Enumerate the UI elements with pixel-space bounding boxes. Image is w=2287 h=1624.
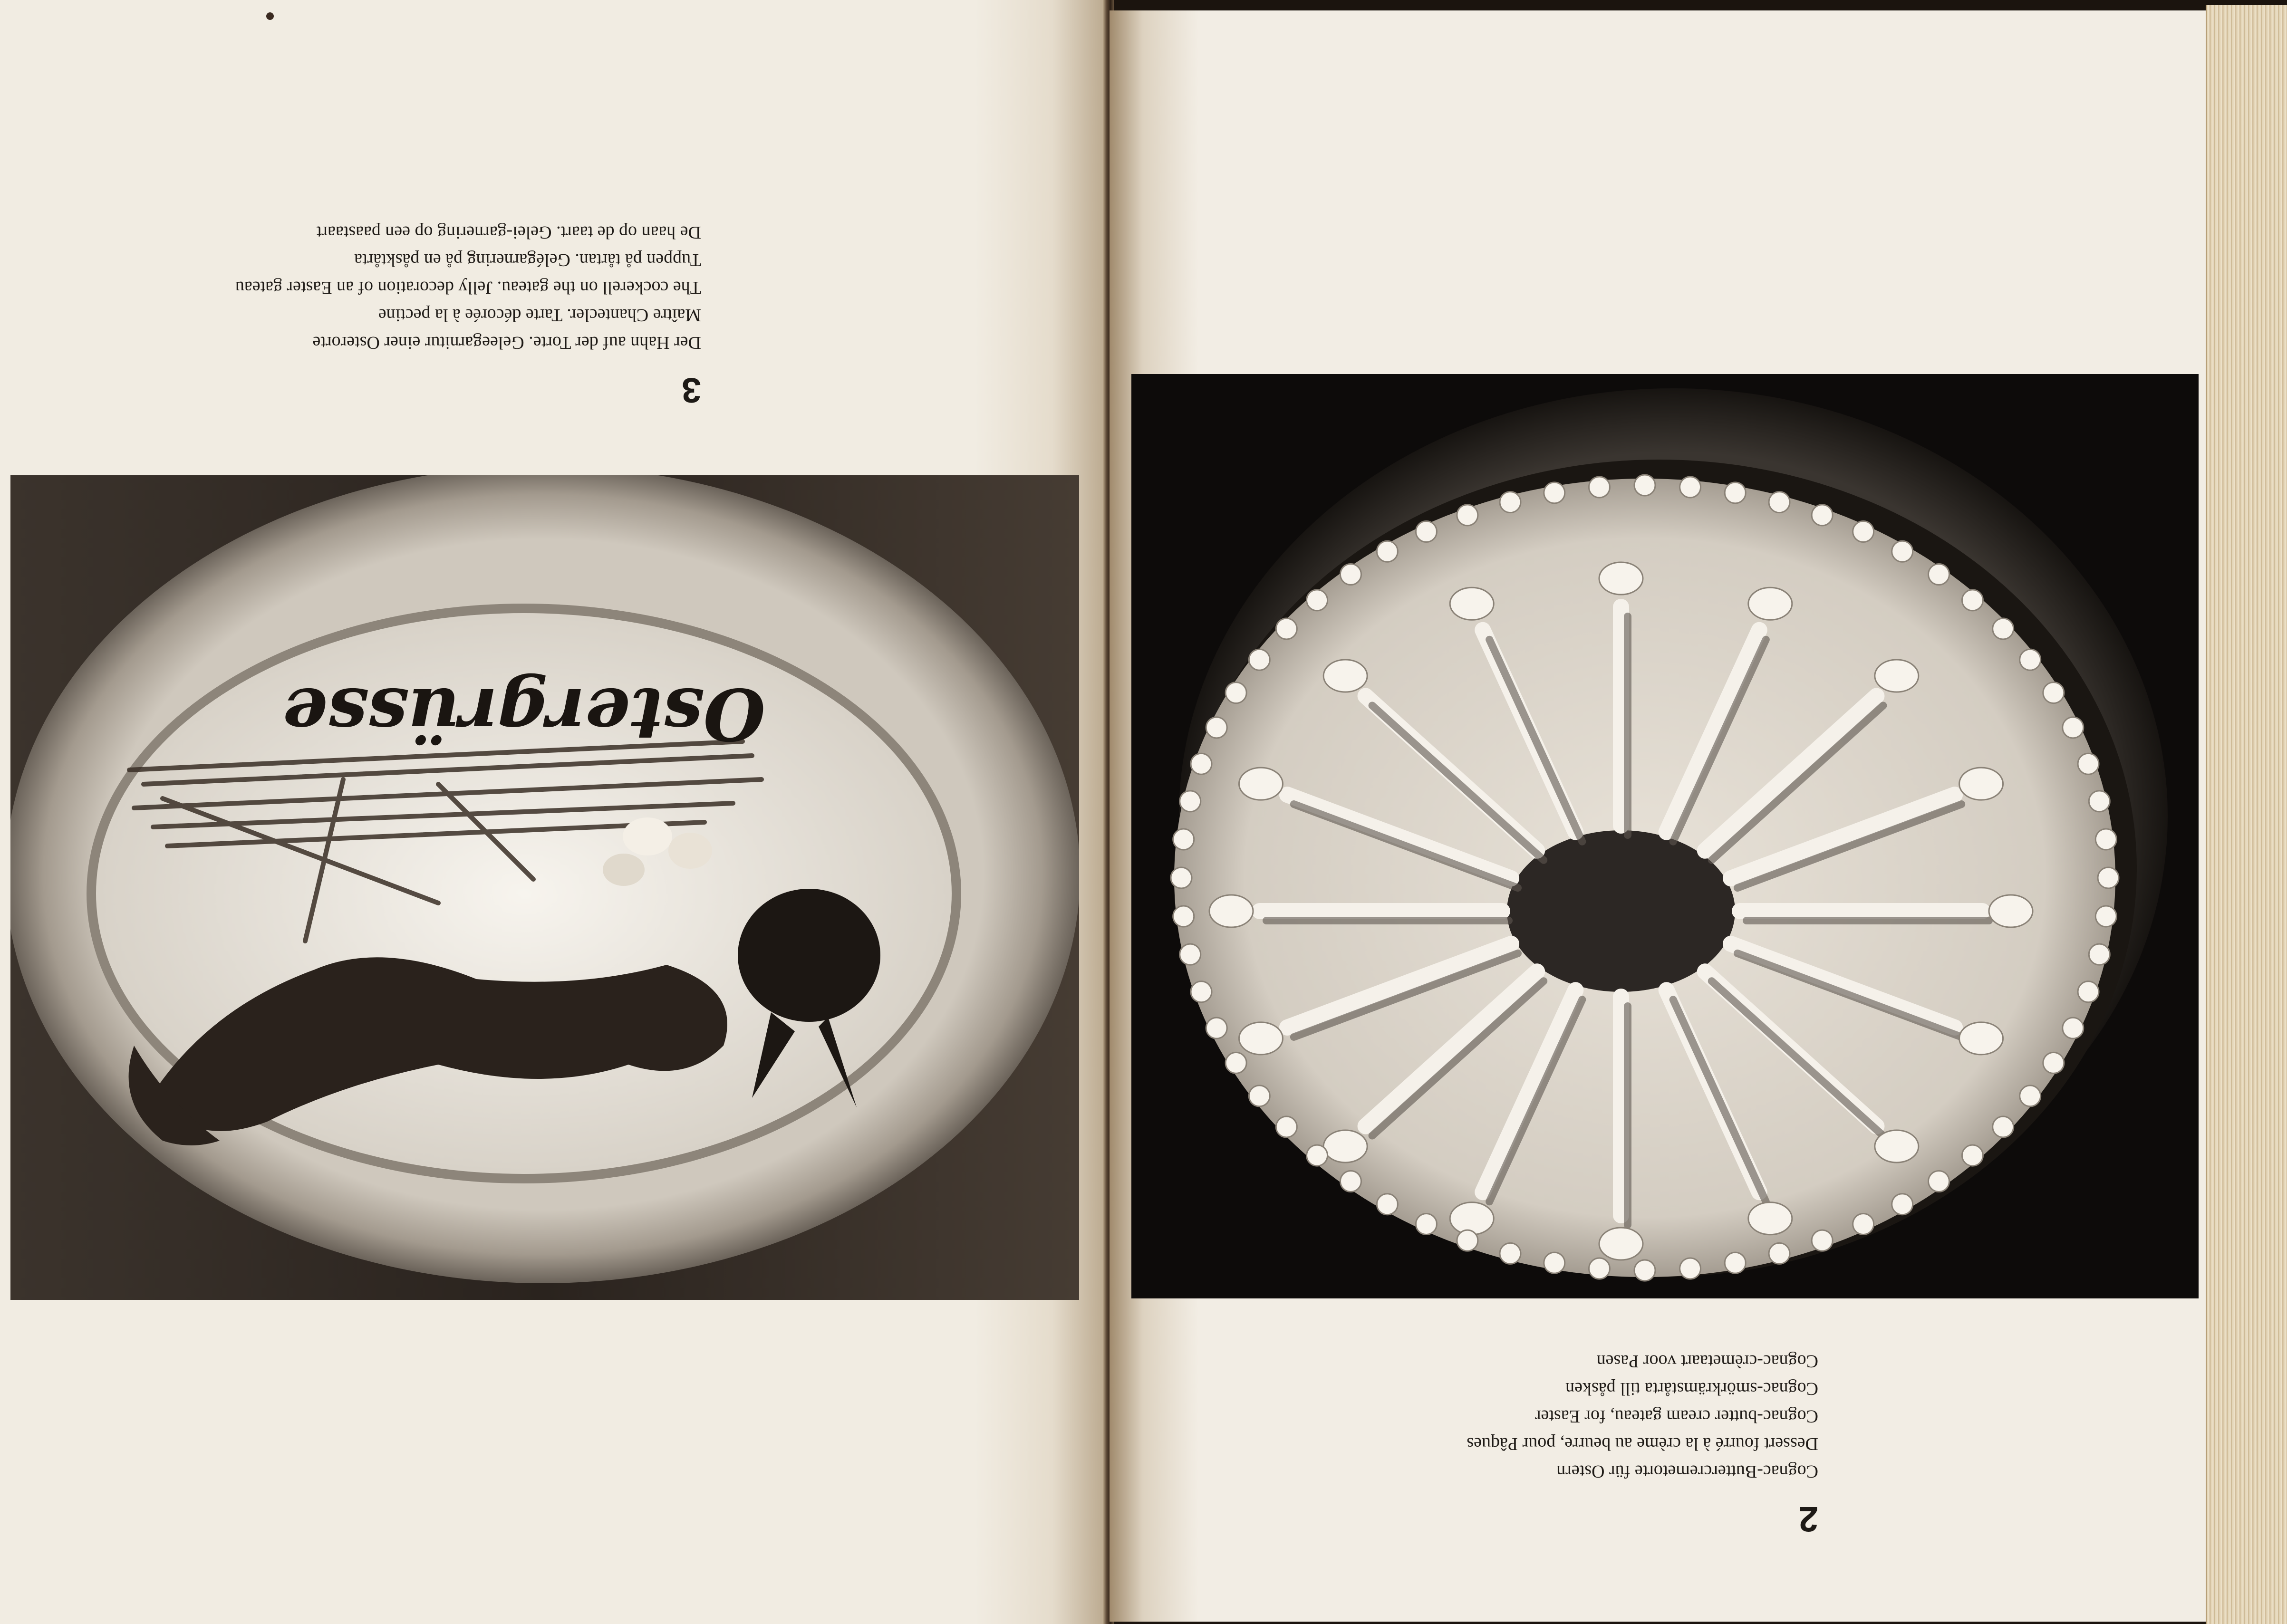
border-rosette <box>1929 564 1949 585</box>
plate-2-caption <box>1381 1347 1818 1537</box>
border-rosette <box>1725 1252 1746 1273</box>
caption-line-swedish: Tuppen på tårtan. Gelégarnering på en påsktårta <box>354 250 701 270</box>
border-rosette <box>1993 1116 2014 1137</box>
caption-line-english: The cockerell on the gateau. Jelly decoration of an Easter gateau <box>235 278 701 298</box>
piped-decoration <box>1450 1202 1494 1235</box>
border-rosette <box>1377 541 1398 562</box>
border-rosette <box>1206 717 1227 738</box>
border-rosette <box>1226 1052 1246 1073</box>
plate-number: 2 <box>1798 1499 1818 1539</box>
border-rosette <box>1191 753 1212 774</box>
border-rosette <box>2089 944 2110 965</box>
left-page <box>0 0 1108 1624</box>
border-rosette <box>2020 649 2041 670</box>
caption-line-english: Cognac-butter cream gateau, for Easter <box>1534 1406 1818 1426</box>
border-rosette <box>1307 590 1328 611</box>
border-rosette <box>1962 1145 1983 1166</box>
border-rosette <box>1173 829 1194 850</box>
border-rosette <box>1929 1171 1949 1192</box>
border-rosette <box>1276 1116 1297 1137</box>
caption-line-french: Maître Chantecler. Tarte décorée à la pectine <box>378 305 701 325</box>
border-rosette <box>1500 492 1521 513</box>
border-rosette <box>1377 1194 1398 1215</box>
piped-decoration <box>1989 895 2033 927</box>
border-rosette <box>2098 867 2119 888</box>
border-rosette <box>1812 505 1833 526</box>
border-rosette <box>1457 1230 1478 1251</box>
plate-3-caption <box>162 219 701 408</box>
border-rosette <box>1853 521 1874 542</box>
border-rosette <box>1589 1258 1610 1279</box>
border-rosette <box>1276 618 1297 639</box>
border-rosette <box>2043 1052 2064 1073</box>
piped-decoration <box>1239 768 1283 800</box>
border-rosette <box>1544 1252 1565 1273</box>
border-rosette <box>1812 1230 1833 1251</box>
piped-decoration <box>1599 1228 1643 1260</box>
border-rosette <box>1544 482 1565 503</box>
border-rosette <box>2063 1018 2084 1038</box>
border-rosette <box>1589 477 1610 498</box>
border-rosette <box>2020 1086 2041 1106</box>
border-rosette <box>1680 1258 1701 1279</box>
border-rosette <box>2089 791 2110 812</box>
piped-decoration <box>1748 587 1792 620</box>
border-rosette <box>1191 981 1212 1002</box>
border-rosette <box>1340 564 1361 585</box>
caption-line-swedish: Cognac-smörkrämstårta till påsken <box>1565 1379 1818 1399</box>
border-rosette <box>1500 1243 1521 1264</box>
page-edges <box>2206 5 2287 1624</box>
caption-line-german: Der Hahn auf der Torte. Geleegarnitur einer Osterorte <box>312 333 701 353</box>
border-rosette <box>1307 1145 1328 1166</box>
caption-line-german: Cognac-Buttercremetorte für Ostern <box>1556 1461 1818 1481</box>
border-rosette <box>1853 1213 1874 1234</box>
border-rosette <box>1892 1194 1913 1215</box>
border-rosette <box>1993 618 2014 639</box>
border-rosette <box>2043 682 2064 703</box>
border-rosette <box>1725 482 1746 503</box>
border-rosette <box>1180 944 1201 965</box>
plate-number: 3 <box>681 371 701 410</box>
piped-decoration <box>1959 768 2003 800</box>
border-rosette <box>1171 867 1192 888</box>
paper-speck <box>266 12 274 20</box>
piped-decoration <box>1875 660 1919 692</box>
border-rosette <box>1249 649 1270 670</box>
rooster-gateau-photo <box>10 475 1079 1300</box>
border-rosette <box>1416 1213 1437 1234</box>
border-rosette <box>1226 682 1246 703</box>
piped-decoration <box>1323 1130 1367 1163</box>
piped-decoration <box>1239 1022 1283 1055</box>
border-rosette <box>2095 906 2116 927</box>
border-rosette <box>1340 1171 1361 1192</box>
border-rosette <box>1416 521 1437 542</box>
piped-decoration <box>1209 895 1253 927</box>
border-rosette <box>1206 1018 1227 1038</box>
piped-decoration <box>1599 562 1643 595</box>
border-rosette <box>1769 1243 1790 1264</box>
caption-line-french: Dessert fourré à la crème au beurre, pour Pâques <box>1467 1434 1818 1454</box>
border-rosette <box>1634 475 1655 496</box>
piped-decoration <box>1748 1202 1792 1235</box>
border-rosette <box>1892 541 1913 562</box>
border-rosette <box>1680 477 1701 498</box>
piped-decoration <box>1959 1022 2003 1055</box>
border-rosette <box>2078 981 2099 1002</box>
piped-decoration <box>1323 660 1367 692</box>
easter-cake-photo <box>1131 374 2199 1298</box>
photo-inscription: Ostergrüsse <box>282 672 766 756</box>
piped-decoration <box>1450 587 1494 620</box>
border-rosette <box>2095 829 2116 850</box>
border-rosette <box>2063 717 2084 738</box>
border-rosette <box>2078 753 2099 774</box>
caption-line-dutch: Cognac-crèmetaart voor Pasen <box>1596 1351 1818 1371</box>
piped-decoration <box>1875 1130 1919 1163</box>
caption-line-dutch: De haan op de taart. Gelei-garnering op een paastaart <box>316 222 701 242</box>
border-rosette <box>1173 906 1194 927</box>
border-rosette <box>1769 492 1790 513</box>
border-rosette <box>1634 1260 1655 1281</box>
right-page <box>1110 10 2222 1622</box>
border-rosette <box>1962 590 1983 611</box>
border-rosette <box>1249 1086 1270 1106</box>
border-rosette <box>1457 505 1478 526</box>
border-rosette <box>1180 791 1201 812</box>
